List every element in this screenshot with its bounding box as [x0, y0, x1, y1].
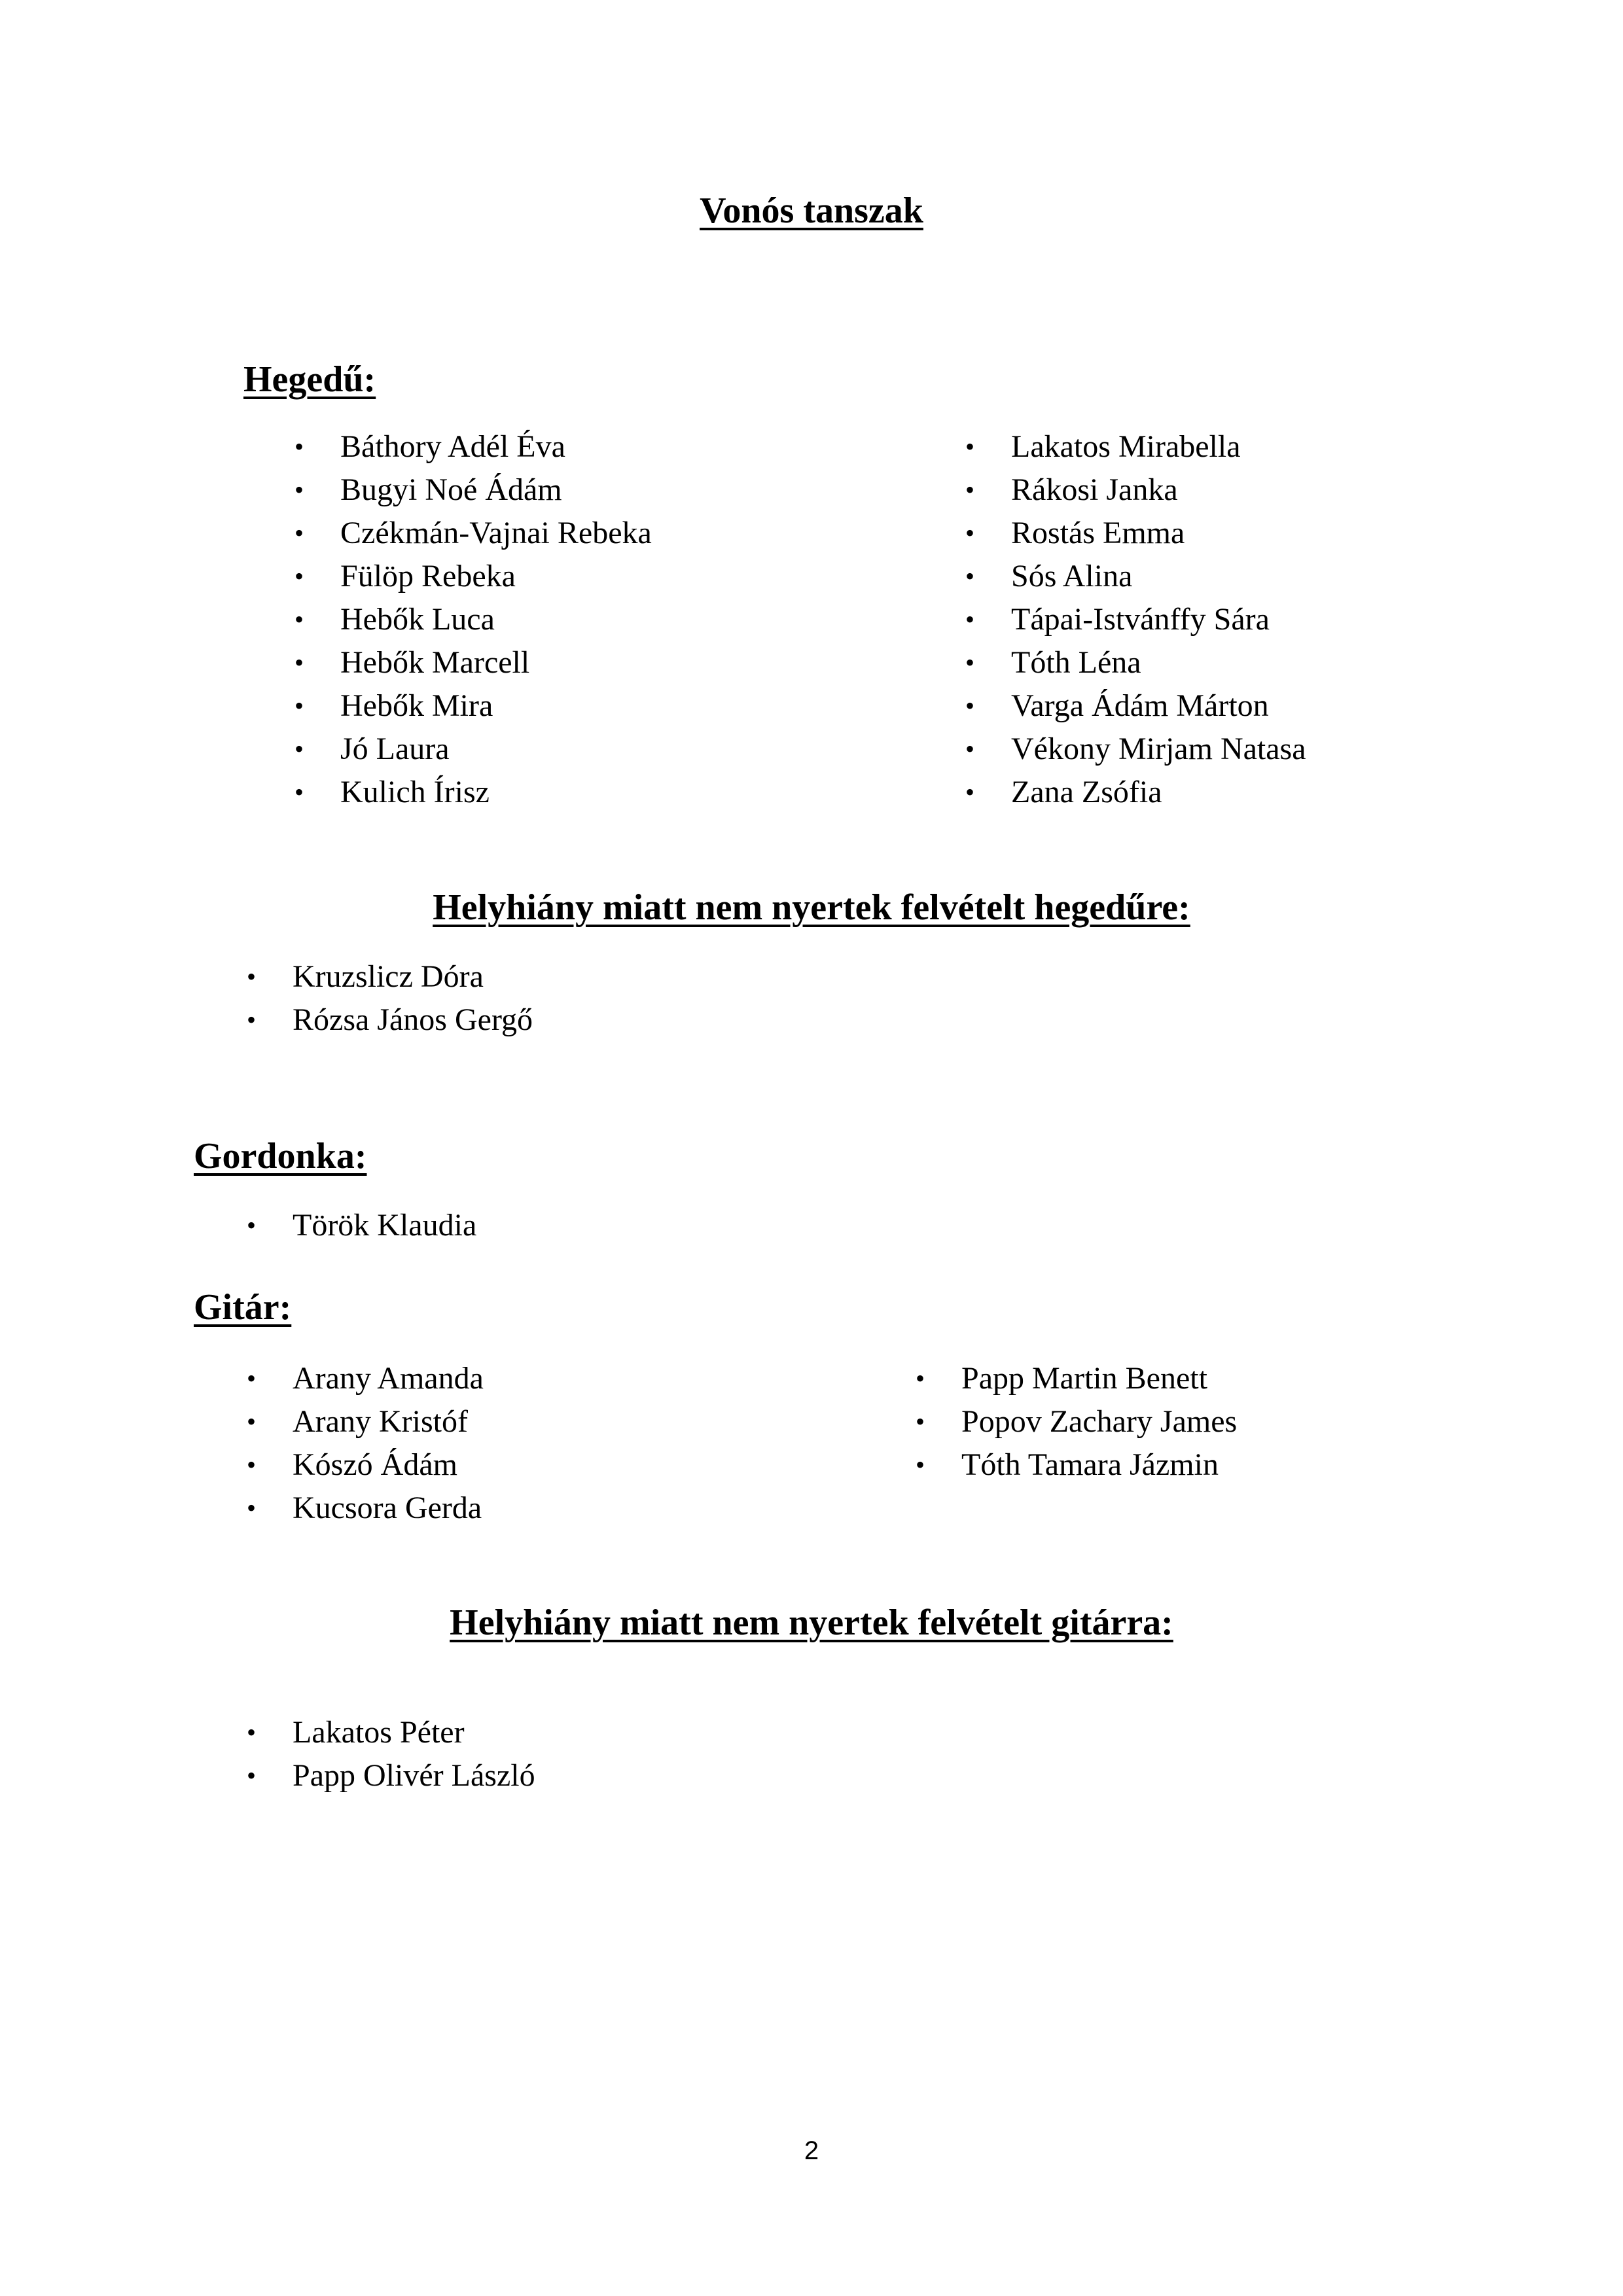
violin-rejected-heading: Helyhiány miatt nem nyertek felvételt hegedűre: [433, 887, 1190, 928]
student-name: Zana Zsófia [1011, 775, 1162, 809]
bullet-icon: • [965, 734, 974, 764]
bullet-icon: • [294, 605, 304, 634]
bullet-icon: • [246, 1450, 256, 1479]
bullet-icon: • [294, 691, 304, 720]
bullet-icon: • [294, 648, 304, 677]
student-name: Vékony Mirjam Natasa [1011, 732, 1306, 766]
student-name: Hebők Marcell [340, 645, 530, 680]
guitar-heading: Gitár: [194, 1287, 292, 1328]
bullet-icon: • [915, 1450, 925, 1479]
student-name: Rózsa János Gergő [293, 1002, 533, 1037]
bullet-icon: • [294, 734, 304, 764]
bullet-icon: • [246, 1493, 256, 1523]
student-name: Kulich Írisz [340, 775, 490, 809]
bullet-icon: • [246, 1407, 256, 1436]
page-number: 2 [804, 2136, 819, 2165]
bullet-icon: • [965, 777, 974, 807]
student-name: Sós Alina [1011, 559, 1133, 593]
student-name: Czékmán-Vajnai Rebeka [340, 516, 652, 550]
bullet-icon: • [915, 1407, 925, 1436]
bullet-icon: • [246, 1210, 256, 1240]
student-name: Papp Olivér László [293, 1758, 535, 1793]
bullet-icon: • [965, 605, 974, 634]
bullet-icon: • [294, 518, 304, 548]
bullet-icon: • [965, 518, 974, 548]
bullet-icon: • [294, 475, 304, 504]
bullet-icon: • [294, 561, 304, 591]
student-name: Arany Kristóf [293, 1404, 468, 1439]
bullet-icon: • [246, 962, 256, 991]
bullet-icon: • [965, 648, 974, 677]
student-name: Tóth Léna [1011, 645, 1141, 680]
student-name: Popov Zachary James [961, 1404, 1238, 1439]
bullet-icon: • [246, 1364, 256, 1393]
student-name: Tóth Tamara Jázmin [961, 1447, 1219, 1482]
student-name: Papp Martin Benett [961, 1361, 1207, 1396]
student-name: Báthory Adél Éva [340, 429, 565, 464]
bullet-icon: • [915, 1364, 925, 1393]
bullet-icon: • [246, 1718, 256, 1747]
bullet-icon: • [246, 1005, 256, 1034]
student-name: Kószó Ádám [293, 1447, 457, 1482]
bullet-icon: • [294, 432, 304, 461]
student-name: Varga Ádám Márton [1011, 688, 1269, 723]
student-name: Bugyi Noé Ádám [340, 472, 562, 507]
bullet-icon: • [965, 432, 974, 461]
student-name: Kucsora Gerda [293, 1491, 482, 1525]
student-name: Török Klaudia [293, 1208, 477, 1243]
student-name: Kruzslicz Dóra [293, 959, 484, 994]
student-name: Lakatos Péter [293, 1715, 465, 1750]
student-name: Lakatos Mirabella [1011, 429, 1241, 464]
student-name: Rostás Emma [1011, 516, 1185, 550]
student-name: Fülöp Rebeka [340, 559, 516, 593]
page-title: Vonós tanszak [700, 190, 923, 231]
cello-heading: Gordonka: [194, 1136, 367, 1176]
bullet-icon: • [965, 561, 974, 591]
student-name: Hebők Luca [340, 602, 495, 637]
violin-heading: Hegedű: [243, 359, 376, 400]
student-name: Jó Laura [340, 732, 450, 766]
student-name: Rákosi Janka [1011, 472, 1178, 507]
bullet-icon: • [965, 475, 974, 504]
student-name: Arany Amanda [293, 1361, 484, 1396]
guitar-rejected-heading: Helyhiány miatt nem nyertek felvételt gitárra: [450, 1602, 1173, 1643]
bullet-icon: • [965, 691, 974, 720]
student-name: Tápai-Istvánffy Sára [1011, 602, 1270, 637]
student-name: Hebők Mira [340, 688, 493, 723]
bullet-icon: • [294, 777, 304, 807]
bullet-icon: • [246, 1761, 256, 1790]
